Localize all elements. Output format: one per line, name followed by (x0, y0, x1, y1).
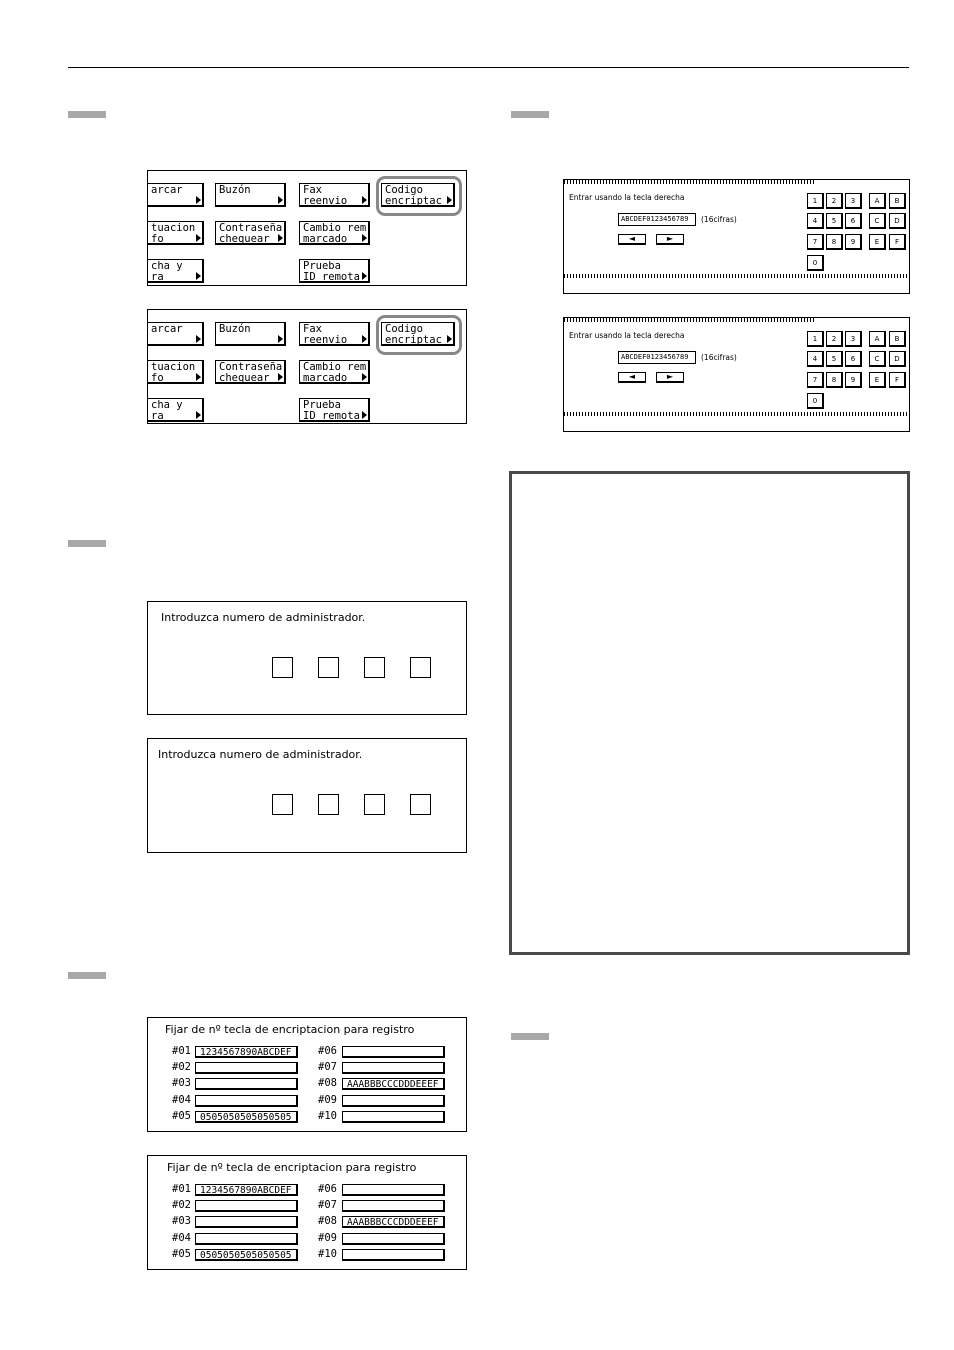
keypad-key[interactable]: F (889, 234, 906, 250)
menu-button-line1: tuacion (151, 222, 196, 234)
keypad-key[interactable]: 1 (807, 193, 824, 209)
chevron-right-icon (278, 335, 283, 343)
menu-button-line2: fo (151, 372, 164, 384)
menu-button-line2: encriptac (385, 195, 442, 207)
keypad-key[interactable]: 1 (807, 331, 824, 347)
menu-button-line1: Cambio rem (303, 222, 367, 234)
keypad-key[interactable]: F (889, 372, 906, 388)
slot-label: #03 (172, 1215, 191, 1227)
keypad-key[interactable]: 3 (845, 331, 862, 347)
menu-button[interactable] (299, 360, 370, 384)
menu-panel-1 (147, 170, 467, 286)
slot-label: #10 (318, 1248, 337, 1260)
digit-input-box[interactable] (318, 657, 339, 678)
menu-button[interactable] (215, 183, 286, 207)
keypad-key[interactable]: 8 (826, 234, 843, 250)
keypad-key[interactable]: 0 (807, 255, 824, 271)
keypad-key[interactable]: 6 (845, 351, 862, 367)
slot-label: #05 (172, 1248, 191, 1260)
slot-field[interactable]: 0505050505050505 (195, 1249, 298, 1261)
chevron-right-icon (362, 373, 367, 381)
slot-field[interactable] (195, 1078, 298, 1090)
slot-field[interactable]: AAABBBCCCDDDEEEF (342, 1078, 445, 1090)
chevron-right-icon (196, 411, 201, 419)
menu-button-line2: reenvio (303, 195, 348, 207)
slot-label: #10 (318, 1110, 337, 1122)
slot-field[interactable] (195, 1200, 298, 1212)
header-rule (68, 67, 909, 68)
step-marker-2 (68, 540, 106, 547)
digit-input-box[interactable] (410, 657, 431, 678)
slot-label: #06 (318, 1045, 337, 1057)
menu-button[interactable] (299, 398, 370, 422)
slot-label: #01 (172, 1183, 191, 1195)
menu-button[interactable] (299, 183, 370, 207)
slot-label: #01 (172, 1045, 191, 1057)
slot-label: #08 (318, 1215, 337, 1227)
keypad-key[interactable]: A (869, 331, 886, 347)
menu-button-line1: Fax (303, 323, 322, 335)
step-marker-5 (511, 1033, 549, 1040)
menu-button-line1: arcar (151, 323, 183, 335)
menu-button[interactable] (215, 322, 286, 346)
admin-panel-1 (147, 601, 467, 715)
menu-button[interactable] (147, 322, 204, 346)
menu-button-line1: Buzón (219, 323, 251, 335)
digit-input-box[interactable] (364, 794, 385, 815)
hexkey-panel-1 (563, 179, 910, 294)
menu-button-line1: Prueba (303, 399, 341, 411)
step-marker-1 (68, 111, 106, 118)
menu-button-line2: fo (151, 233, 164, 245)
keypad-key[interactable]: 7 (807, 372, 824, 388)
right-arrow-button[interactable]: ► (656, 234, 684, 245)
chevron-right-icon (278, 373, 283, 381)
step-marker-4 (511, 111, 549, 118)
keypad-key[interactable]: 8 (826, 372, 843, 388)
top-border-pattern (564, 180, 814, 184)
keypad-key[interactable]: D (889, 213, 906, 229)
keypad-key[interactable]: 9 (845, 234, 862, 250)
slot-field[interactable]: 1234567890ABCDEF (195, 1046, 298, 1058)
chevron-right-icon (362, 411, 367, 419)
slot-label: #07 (318, 1199, 337, 1211)
menu-button-line2: marcado (303, 372, 348, 384)
slot-field[interactable] (342, 1062, 445, 1074)
menu-button[interactable] (215, 360, 286, 384)
digit-input-box[interactable] (318, 794, 339, 815)
keypad-key[interactable]: 4 (807, 351, 824, 367)
digit-input-box[interactable] (272, 794, 293, 815)
keypad-key[interactable]: 9 (845, 372, 862, 388)
right-arrow-button[interactable]: ► (656, 372, 684, 383)
chevron-right-icon (196, 234, 201, 242)
hexkey-title: Entrar usando la tecla derecha (569, 331, 685, 340)
chevron-right-icon (362, 335, 367, 343)
keypad-key[interactable]: 2 (826, 331, 843, 347)
slot-label: #06 (318, 1183, 337, 1195)
selection-highlight (376, 315, 462, 355)
menu-button-line2: ra (151, 410, 164, 422)
keypad-key[interactable]: 0 (807, 393, 824, 409)
chevron-right-icon (278, 234, 283, 242)
menu-button-line1: cha y (151, 260, 183, 272)
note-box (509, 471, 910, 955)
menu-button[interactable] (299, 259, 370, 283)
slot-field[interactable] (342, 1200, 445, 1212)
menu-button-line1: Contraseña (219, 222, 283, 234)
bottom-border-pattern (564, 274, 909, 278)
slot-label: #02 (172, 1061, 191, 1073)
digit-input-box[interactable] (272, 657, 293, 678)
menu-button-line2: marcado (303, 233, 348, 245)
hexkey-title: Entrar usando la tecla derecha (569, 193, 685, 202)
menu-button-line1: Contraseña (219, 361, 283, 373)
slot-label: #08 (318, 1077, 337, 1089)
keypad-key[interactable]: E (869, 234, 886, 250)
digit-input-box[interactable] (410, 794, 431, 815)
keypad-key[interactable]: 2 (826, 193, 843, 209)
slot-field[interactable] (195, 1216, 298, 1228)
chevron-right-icon (196, 335, 201, 343)
left-arrow-button[interactable]: ◄ (618, 234, 646, 245)
menu-button-line2: chequear (219, 233, 270, 245)
left-arrow-button[interactable]: ◄ (618, 372, 646, 383)
menu-button-line2: ra (151, 271, 164, 283)
slot-field[interactable] (195, 1095, 298, 1107)
chevron-right-icon (362, 234, 367, 242)
menu-button-line1: Cambio rem (303, 361, 367, 373)
menu-button-line1: arcar (151, 184, 183, 196)
keypad-key[interactable]: E (869, 372, 886, 388)
chevron-right-icon (196, 196, 201, 204)
keypad-key[interactable]: 5 (826, 351, 843, 367)
slot-field[interactable] (342, 1095, 445, 1107)
menu-button-line2: reenvio (303, 334, 348, 346)
menu-button-line1: Fax (303, 184, 322, 196)
digit-input-box[interactable] (364, 657, 385, 678)
encrypt-panel-title: Fijar de nº tecla de encriptacion para registro (167, 1161, 417, 1174)
menu-button[interactable] (299, 322, 370, 346)
slot-field[interactable] (342, 1046, 445, 1058)
menu-button-line2: ID remota (303, 271, 360, 283)
menu-button[interactable] (147, 183, 204, 207)
slot-label: #02 (172, 1199, 191, 1211)
menu-button[interactable] (147, 259, 204, 283)
encrypt-panel-2 (147, 1155, 467, 1270)
keypad-key[interactable]: C (869, 213, 886, 229)
hexkey-hint: (16cifras) (701, 215, 737, 224)
slot-label: #05 (172, 1110, 191, 1122)
hexkey-hint: (16cifras) (701, 353, 737, 362)
step-marker-3 (68, 972, 106, 979)
hexkey-input[interactable]: ABCDEF0123456789 (618, 213, 696, 226)
slot-label: #04 (172, 1094, 191, 1106)
admin-prompt: Introduzca numero de administrador. (158, 748, 363, 761)
keypad-key[interactable]: 3 (845, 193, 862, 209)
slot-field[interactable] (195, 1062, 298, 1074)
bottom-border-pattern (564, 412, 909, 416)
chevron-right-icon (196, 373, 201, 381)
menu-button-line1: Codigo (385, 184, 423, 196)
admin-panel-2 (147, 738, 467, 853)
menu-button-line1: Codigo (385, 323, 423, 335)
chevron-right-icon (362, 272, 367, 280)
encrypt-panel-1 (147, 1017, 467, 1132)
slot-field[interactable]: 1234567890ABCDEF (195, 1184, 298, 1196)
menu-button-line2: ID remota (303, 410, 360, 422)
slot-label: #09 (318, 1232, 337, 1244)
slot-label: #07 (318, 1061, 337, 1073)
chevron-right-icon (278, 196, 283, 204)
keypad-key[interactable]: 7 (807, 234, 824, 250)
hexkey-input[interactable]: ABCDEF0123456789 (618, 351, 696, 364)
keypad-key[interactable]: D (889, 351, 906, 367)
menu-button-line2: encriptac (385, 334, 442, 346)
menu-button-line1: Buzón (219, 184, 251, 196)
slot-field[interactable]: 0505050505050505 (195, 1111, 298, 1123)
slot-label: #03 (172, 1077, 191, 1089)
slot-field[interactable]: AAABBBCCCDDDEEEF (342, 1216, 445, 1228)
slot-field[interactable] (195, 1233, 298, 1245)
menu-button[interactable] (215, 221, 286, 245)
keypad-key[interactable]: 5 (826, 213, 843, 229)
menu-button[interactable] (147, 221, 204, 245)
menu-button[interactable] (147, 398, 204, 422)
keypad-key[interactable]: C (869, 351, 886, 367)
slot-field[interactable] (342, 1249, 445, 1261)
keypad-key[interactable]: B (889, 331, 906, 347)
slot-field[interactable] (342, 1233, 445, 1245)
slot-label: #09 (318, 1094, 337, 1106)
chevron-right-icon (362, 196, 367, 204)
menu-button-line1: cha y (151, 399, 183, 411)
keypad-key[interactable]: 4 (807, 213, 824, 229)
slot-field[interactable] (342, 1111, 445, 1123)
chevron-right-icon (196, 272, 201, 280)
menu-button-line1: tuacion (151, 361, 196, 373)
menu-button[interactable] (147, 360, 204, 384)
keypad-key[interactable]: 6 (845, 213, 862, 229)
menu-button[interactable] (299, 221, 370, 245)
slot-label: #04 (172, 1232, 191, 1244)
menu-button-line2: chequear (219, 372, 270, 384)
keypad-key[interactable]: A (869, 193, 886, 209)
hexkey-panel-2 (563, 317, 910, 432)
menu-panel-2 (147, 309, 467, 424)
admin-prompt: Introduzca numero de administrador. (161, 611, 366, 624)
top-border-pattern (564, 318, 814, 322)
keypad-key[interactable]: B (889, 193, 906, 209)
menu-button-line1: Prueba (303, 260, 341, 272)
slot-field[interactable] (342, 1184, 445, 1196)
selection-highlight (376, 176, 462, 216)
encrypt-panel-title: Fijar de nº tecla de encriptacion para registro (165, 1023, 415, 1036)
